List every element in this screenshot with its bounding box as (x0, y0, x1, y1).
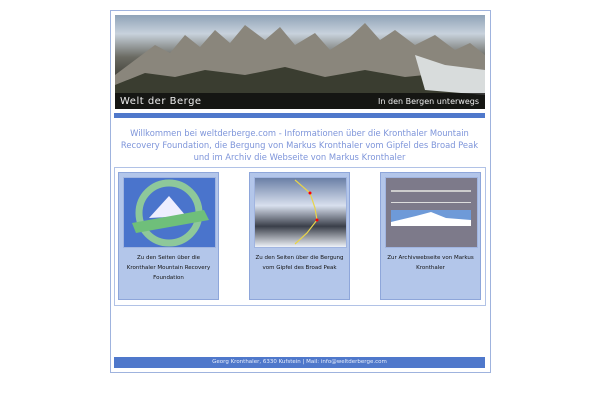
site-subtitle: In den Bergen unterwegs (378, 97, 479, 106)
card-caption[interactable]: Zur Archivwebseite von Markus Kronthaler (387, 255, 474, 271)
foundation-logo-image[interactable] (123, 177, 216, 248)
site-title: Welt der Berge (120, 96, 202, 107)
broad-peak-route-image[interactable] (254, 177, 347, 248)
archive-website-image[interactable] (385, 177, 478, 248)
card-broad-peak[interactable] (249, 172, 350, 300)
card-foundation[interactable] (118, 172, 219, 300)
banner-caption-strip (115, 93, 485, 109)
card-archive[interactable] (380, 172, 481, 300)
divider-bar (114, 113, 485, 118)
header-banner (115, 15, 485, 109)
card-caption[interactable]: Zu den Seiten über die Bergung vom Gipfel des Broad Peak (255, 255, 344, 271)
footer: Georg Kronthaler, 6330 Kufstein | Mail: info@weltderberge.com (114, 357, 485, 368)
welcome-text: Willkommen bei weltderberge.com - Informationen über die Kronthaler Mountain Recovery Foundation, die Bergung von Markus Kronthaler vom Gipfel des Broad Peak und im Archiv die Webseite von Markus Kronthaler (120, 128, 479, 162)
card-caption[interactable]: Zu den Seiten über die Kronthaler Mountain Recovery Foundation (126, 255, 211, 281)
